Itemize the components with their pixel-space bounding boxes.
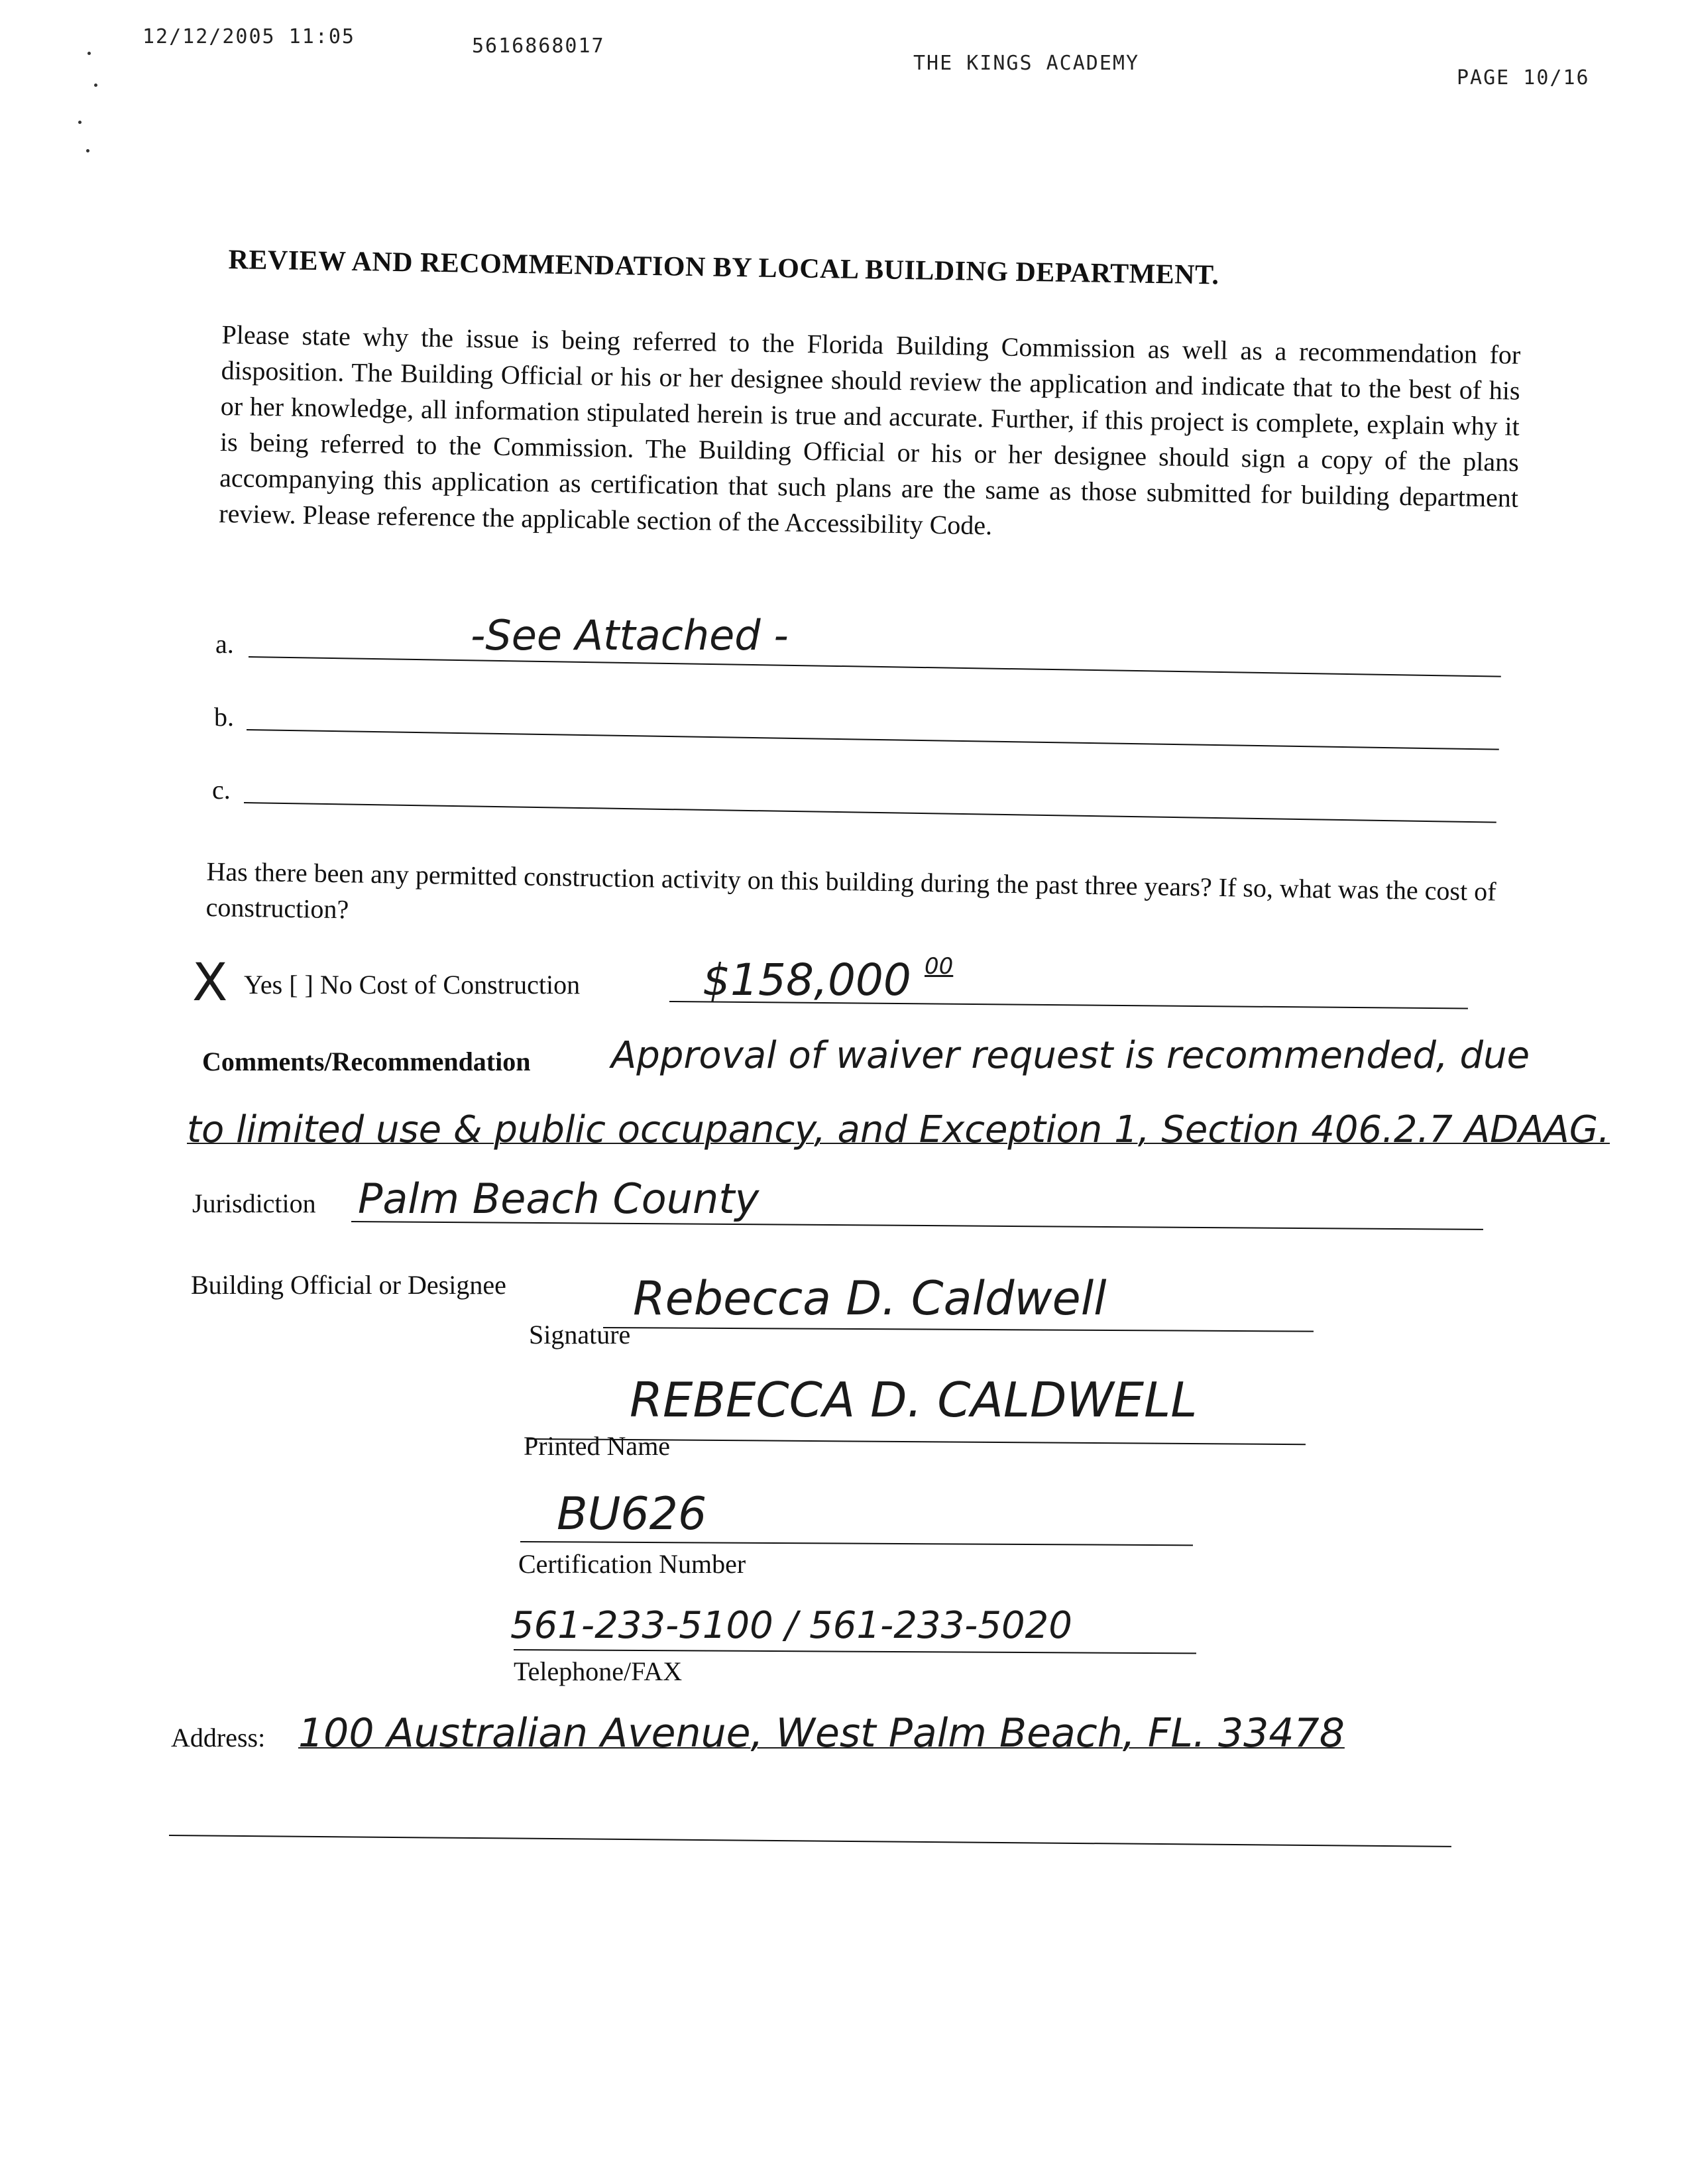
yes-checkbox-mark[interactable]: X [192,953,228,1013]
scan-speck [87,52,91,55]
address-label: Address: [171,1723,266,1753]
scan-speck [78,121,82,124]
fax-datetime: 12/12/2005 11:05 [142,25,355,48]
construction-question: Has there been any permitted construction activity on this building during the past three years? If so, what was the cost of construction? [205,856,1496,925]
form-instructions: Please state why the issue is being referred to the Florida Building Commission as well as a recommendation for disposition. The Building Official or his or her designee should review the application and indicate that to the best of his or her knowledge, all information stipulated herein is true and accurate. Further, if this project is complete, explain why it is being referred to the Commission. The Building Official or his or her designee should sign a copy of the plans accompanying this application as certification that such plans are the same as those submitted for building department review. Please reference the applicable section of the Accessibility Code. [218,319,1521,541]
printed-name-label: Printed Name [524,1431,671,1461]
scan-speck [94,84,97,87]
address-value[interactable]: 100 Australian Avenue, West Palm Beach, FL. 33478 [298,1710,1345,1756]
cost-value[interactable]: $158,000 [703,954,911,1006]
signature-label: Signature [529,1320,631,1350]
reason-b-line [247,729,1499,750]
reason-a-line [249,656,1501,677]
comments-line-1[interactable]: Approval of waiver request is recommended, due [611,1034,1530,1077]
cost-cents: 00 [925,953,954,980]
comments-line-2[interactable]: to limited use & public occupancy, and Exception 1, Section 406.2.7 ADAAG. [187,1108,1610,1151]
reason-a-label: a. [215,629,234,659]
reason-a-value[interactable]: -See Attached - [471,611,789,660]
jurisdiction-label: Jurisdiction [192,1188,316,1218]
form-title: REVIEW AND RECOMMENDATION BY LOCAL BUILDING DEPARTMENT. [228,244,1219,291]
yes-no-cost-label: Yes [ ] No Cost of Construction [244,970,581,1000]
reason-c-label: c. [212,775,231,805]
jurisdiction-value[interactable]: Palm Beach County [358,1175,760,1223]
telephone-fax-value[interactable]: 561-233-5100 / 561-233-5020 [510,1604,1072,1647]
signature-value[interactable]: Rebecca D. Caldwell [633,1271,1107,1326]
certification-number-label: Certification Number [518,1549,746,1579]
signature-line [603,1327,1314,1332]
fax-sender: THE KINGS ACADEMY [913,52,1140,75]
certification-line [520,1541,1193,1546]
address-second-line [169,1835,1451,1847]
fax-page-number: PAGE 10/16 [1457,66,1590,89]
comments-label: Comments/Recommendation [202,1047,531,1076]
reason-b-label: b. [214,702,234,732]
printed-name-value[interactable]: REBECCA D. CALDWELL [630,1372,1198,1428]
building-official-label: Building Official or Designee [191,1270,506,1300]
certification-number-value[interactable]: BU626 [557,1488,707,1540]
telephone-line [514,1649,1196,1654]
telephone-fax-label: Telephone/FAX [514,1656,683,1686]
fax-phone: 5616868017 [472,34,605,58]
reason-c-line [244,802,1496,823]
scan-speck [86,149,89,152]
